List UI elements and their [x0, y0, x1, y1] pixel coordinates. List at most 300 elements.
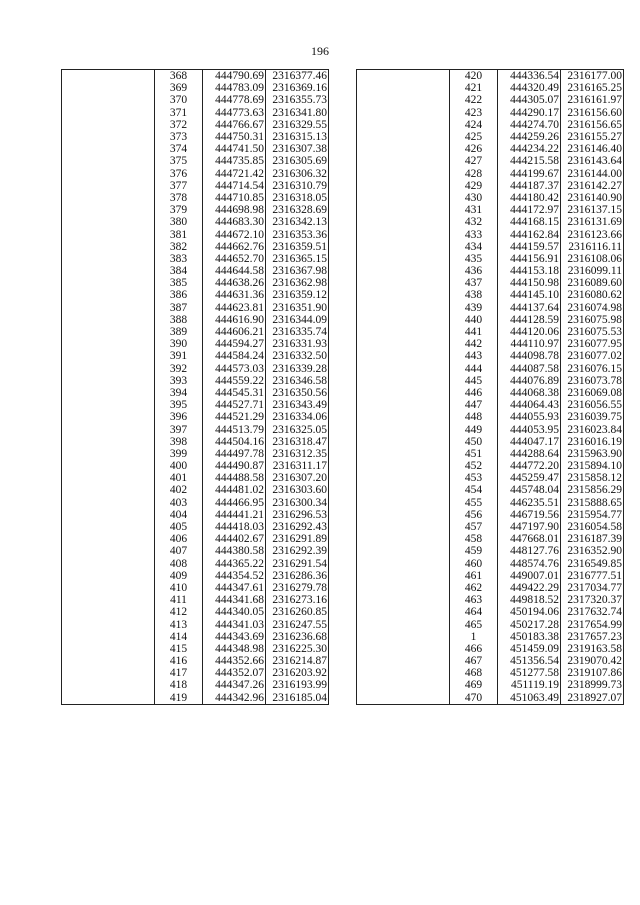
table-row [357, 411, 624, 423]
blank-cell [62, 192, 155, 204]
x-coordinate-cell: 444068.38 [498, 387, 561, 399]
blank-cell [357, 436, 450, 448]
table-row [62, 509, 329, 521]
x-coordinate-cell: 448127.76 [498, 545, 561, 557]
y-coordinate-cell: 2316123.66 [561, 228, 624, 240]
table-row [62, 107, 329, 119]
table-row [357, 70, 624, 83]
point-number-cell: 449 [450, 423, 498, 435]
x-coordinate-cell: 444466.95 [203, 497, 266, 509]
point-number-cell: 405 [155, 521, 203, 533]
blank-cell [357, 558, 450, 570]
table-row [62, 326, 329, 338]
y-coordinate-cell: 2316369.16 [266, 82, 329, 94]
y-coordinate-cell: 2316362.98 [266, 277, 329, 289]
x-coordinate-cell: 444342.96 [203, 692, 266, 705]
blank-cell [357, 606, 450, 618]
table-row [357, 594, 624, 606]
y-coordinate-cell: 2316116.11 [561, 241, 624, 253]
blank-cell [357, 289, 450, 301]
point-number-cell: 456 [450, 509, 498, 521]
y-coordinate-cell: 2316292.43 [266, 521, 329, 533]
point-number-cell: 400 [155, 460, 203, 472]
x-coordinate-cell: 444652.70 [203, 253, 266, 265]
point-number-cell: 381 [155, 228, 203, 240]
y-coordinate-cell: 2316334.06 [266, 411, 329, 423]
blank-cell [357, 350, 450, 362]
x-coordinate-cell: 451063.49 [498, 692, 561, 705]
y-coordinate-cell: 2316236.68 [266, 631, 329, 643]
blank-cell [62, 289, 155, 301]
blank-cell [357, 302, 450, 314]
x-coordinate-cell: 444274.70 [498, 119, 561, 131]
table-row [357, 448, 624, 460]
x-coordinate-cell: 444783.09 [203, 82, 266, 94]
table-row [62, 448, 329, 460]
blank-cell [357, 497, 450, 509]
y-coordinate-cell: 2316016.19 [561, 436, 624, 448]
point-number-cell: 418 [155, 679, 203, 691]
x-coordinate-cell: 444418.03 [203, 521, 266, 533]
x-coordinate-cell: 451277.58 [498, 667, 561, 679]
point-number-cell: 376 [155, 168, 203, 180]
table-row [62, 82, 329, 94]
blank-cell [62, 692, 155, 705]
x-coordinate-cell: 444215.58 [498, 155, 561, 167]
table-row [357, 216, 624, 228]
blank-cell [357, 131, 450, 143]
table-row [357, 509, 624, 521]
blank-cell [357, 448, 450, 460]
x-coordinate-cell: 444710.85 [203, 192, 266, 204]
blank-cell [357, 204, 450, 216]
point-number-cell: 422 [450, 94, 498, 106]
blank-cell [62, 168, 155, 180]
y-coordinate-cell: 2316291.54 [266, 558, 329, 570]
point-number-cell: 396 [155, 411, 203, 423]
y-coordinate-cell: 2318927.07 [561, 692, 624, 705]
point-number-cell: 443 [450, 350, 498, 362]
blank-cell [357, 594, 450, 606]
y-coordinate-cell: 2316341.80 [266, 107, 329, 119]
blank-cell [357, 643, 450, 655]
table-row [62, 521, 329, 533]
point-number-cell: 383 [155, 253, 203, 265]
table-row [62, 643, 329, 655]
point-number-cell: 374 [155, 143, 203, 155]
blank-cell [62, 216, 155, 228]
table-row [62, 631, 329, 643]
point-number-cell: 417 [155, 667, 203, 679]
point-number-cell: 404 [155, 509, 203, 521]
blank-cell [62, 277, 155, 289]
x-coordinate-cell: 444354.52 [203, 570, 266, 582]
y-coordinate-cell: 2316305.69 [266, 155, 329, 167]
x-coordinate-cell: 447668.01 [498, 533, 561, 545]
table-row [357, 119, 624, 131]
blank-cell [357, 521, 450, 533]
point-number-cell: 433 [450, 228, 498, 240]
y-coordinate-cell: 2316343.49 [266, 399, 329, 411]
y-coordinate-cell: 2316144.00 [561, 168, 624, 180]
table-row [62, 131, 329, 143]
x-coordinate-cell: 444128.59 [498, 314, 561, 326]
blank-cell [62, 314, 155, 326]
y-coordinate-cell: 2316377.46 [266, 70, 329, 83]
table-row [62, 94, 329, 106]
x-coordinate-cell: 444159.57 [498, 241, 561, 253]
x-coordinate-cell: 444320.49 [498, 82, 561, 94]
y-coordinate-cell: 2316312.35 [266, 448, 329, 460]
table-row [357, 204, 624, 216]
table-row [62, 363, 329, 375]
table-row [357, 265, 624, 277]
blank-cell [357, 265, 450, 277]
point-number-cell: 446 [450, 387, 498, 399]
x-coordinate-cell: 444352.66 [203, 655, 266, 667]
point-number-cell: 442 [450, 338, 498, 350]
x-coordinate-cell: 444172.97 [498, 204, 561, 216]
y-coordinate-cell: 2316300.34 [266, 497, 329, 509]
y-coordinate-cell: 2316155.27 [561, 131, 624, 143]
table-row [357, 558, 624, 570]
table-row [62, 655, 329, 667]
point-number-cell: 457 [450, 521, 498, 533]
blank-cell [357, 82, 450, 94]
point-number-cell: 419 [155, 692, 203, 705]
blank-cell [62, 606, 155, 618]
x-coordinate-cell: 444110.97 [498, 338, 561, 350]
x-coordinate-cell: 444352.07 [203, 667, 266, 679]
blank-cell [357, 155, 450, 167]
point-number-cell: 453 [450, 472, 498, 484]
blank-cell [62, 180, 155, 192]
x-coordinate-cell: 444481.02 [203, 484, 266, 496]
table-row [357, 460, 624, 472]
y-coordinate-cell: 2316342.13 [266, 216, 329, 228]
point-number-cell: 431 [450, 204, 498, 216]
y-coordinate-cell: 2316075.53 [561, 326, 624, 338]
blank-cell [62, 521, 155, 533]
table-row [357, 497, 624, 509]
x-coordinate-cell: 444638.26 [203, 277, 266, 289]
y-coordinate-cell: 2316328.69 [266, 204, 329, 216]
table-row [62, 618, 329, 630]
table-row [62, 497, 329, 509]
point-number-cell: 462 [450, 582, 498, 594]
table-row [357, 472, 624, 484]
x-coordinate-cell: 444180.42 [498, 192, 561, 204]
point-number-cell: 426 [450, 143, 498, 155]
x-coordinate-cell: 444584.24 [203, 350, 266, 362]
table-row [357, 155, 624, 167]
y-coordinate-cell: 2316777.51 [561, 570, 624, 582]
y-coordinate-cell: 2316074.98 [561, 302, 624, 314]
blank-cell [357, 107, 450, 119]
x-coordinate-cell: 444672.10 [203, 228, 266, 240]
y-coordinate-cell: 2316260.85 [266, 606, 329, 618]
point-number-cell: 434 [450, 241, 498, 253]
point-number-cell: 388 [155, 314, 203, 326]
table-row [357, 679, 624, 691]
y-coordinate-cell: 2316146.40 [561, 143, 624, 155]
blank-cell [357, 399, 450, 411]
table-row [357, 375, 624, 387]
x-coordinate-cell: 444662.76 [203, 241, 266, 253]
point-number-cell: 441 [450, 326, 498, 338]
table-row [357, 326, 624, 338]
blank-cell [357, 667, 450, 679]
point-number-cell: 455 [450, 497, 498, 509]
table-row [62, 155, 329, 167]
point-number-cell: 416 [155, 655, 203, 667]
blank-cell [62, 570, 155, 582]
y-coordinate-cell: 2316073.78 [561, 375, 624, 387]
point-number-cell: 430 [450, 192, 498, 204]
x-coordinate-cell: 444606.21 [203, 326, 266, 338]
blank-cell [62, 387, 155, 399]
blank-cell [357, 679, 450, 691]
point-number-cell: 378 [155, 192, 203, 204]
x-coordinate-cell: 444153.18 [498, 265, 561, 277]
blank-cell [357, 119, 450, 131]
y-coordinate-cell: 2316303.60 [266, 484, 329, 496]
table-row [357, 168, 624, 180]
table-row [62, 472, 329, 484]
table-row [357, 253, 624, 265]
y-coordinate-cell: 2316310.79 [266, 180, 329, 192]
blank-cell [357, 509, 450, 521]
y-coordinate-cell: 2316156.65 [561, 119, 624, 131]
table-row [62, 338, 329, 350]
y-coordinate-cell: 2319107.86 [561, 667, 624, 679]
y-coordinate-cell: 2316292.39 [266, 545, 329, 557]
blank-cell [357, 387, 450, 399]
point-number-cell: 458 [450, 533, 498, 545]
point-number-cell: 465 [450, 618, 498, 630]
point-number-cell: 391 [155, 350, 203, 362]
blank-cell [62, 460, 155, 472]
x-coordinate-cell: 450194.06 [498, 606, 561, 618]
table-row [62, 558, 329, 570]
blank-cell [62, 228, 155, 240]
point-number-cell: 368 [155, 70, 203, 83]
x-coordinate-cell: 444773.63 [203, 107, 266, 119]
table-row [62, 168, 329, 180]
x-coordinate-cell: 444402.67 [203, 533, 266, 545]
table-row [62, 582, 329, 594]
x-coordinate-cell: 446235.51 [498, 497, 561, 509]
point-number-cell: 464 [450, 606, 498, 618]
blank-cell [62, 131, 155, 143]
blank-cell [62, 643, 155, 655]
y-coordinate-cell: 2316359.12 [266, 289, 329, 301]
y-coordinate-cell: 2316161.97 [561, 94, 624, 106]
blank-cell [62, 302, 155, 314]
blank-cell [62, 338, 155, 350]
point-number-cell: 440 [450, 314, 498, 326]
y-coordinate-cell: 2316332.50 [266, 350, 329, 362]
y-coordinate-cell: 2316291.89 [266, 533, 329, 545]
table-row [62, 289, 329, 301]
table-row [62, 216, 329, 228]
x-coordinate-cell: 444305.07 [498, 94, 561, 106]
y-coordinate-cell: 2316089.60 [561, 277, 624, 289]
x-coordinate-cell: 444741.50 [203, 143, 266, 155]
y-coordinate-cell: 2316108.06 [561, 253, 624, 265]
x-coordinate-cell: 451356.54 [498, 655, 561, 667]
blank-cell [62, 594, 155, 606]
x-coordinate-cell: 444573.03 [203, 363, 266, 375]
blank-cell [357, 411, 450, 423]
y-coordinate-cell: 2316355.73 [266, 94, 329, 106]
table-row [62, 314, 329, 326]
point-number-cell: 413 [155, 618, 203, 630]
point-number-cell: 463 [450, 594, 498, 606]
x-coordinate-cell: 444145.10 [498, 289, 561, 301]
x-coordinate-cell: 446719.56 [498, 509, 561, 521]
x-coordinate-cell: 444644.58 [203, 265, 266, 277]
blank-cell [62, 375, 155, 387]
x-coordinate-cell: 444559.22 [203, 375, 266, 387]
blank-cell [62, 655, 155, 667]
y-coordinate-cell: 2316023.84 [561, 423, 624, 435]
table-row [62, 399, 329, 411]
point-number-cell: 450 [450, 436, 498, 448]
table-row [357, 643, 624, 655]
point-number-cell: 373 [155, 131, 203, 143]
blank-cell [357, 216, 450, 228]
y-coordinate-cell: 2316140.90 [561, 192, 624, 204]
point-number-cell: 420 [450, 70, 498, 83]
table-row [357, 338, 624, 350]
point-number-cell: 425 [450, 131, 498, 143]
point-number-cell: 452 [450, 460, 498, 472]
table-row [357, 423, 624, 435]
point-number-cell: 382 [155, 241, 203, 253]
y-coordinate-cell: 2316214.87 [266, 655, 329, 667]
table-row [62, 679, 329, 691]
blank-cell [357, 143, 450, 155]
table-row [62, 387, 329, 399]
blank-cell [62, 107, 155, 119]
y-coordinate-cell: 2316352.90 [561, 545, 624, 557]
table-row [357, 314, 624, 326]
x-coordinate-cell: 444497.78 [203, 448, 266, 460]
table-row [62, 594, 329, 606]
blank-cell [62, 253, 155, 265]
x-coordinate-cell: 444053.95 [498, 423, 561, 435]
x-coordinate-cell: 448574.76 [498, 558, 561, 570]
blank-cell [62, 119, 155, 131]
point-number-cell: 408 [155, 558, 203, 570]
y-coordinate-cell: 2315856.29 [561, 484, 624, 496]
table-row [62, 533, 329, 545]
point-number-cell: 386 [155, 289, 203, 301]
table-row [357, 484, 624, 496]
point-number-cell: 393 [155, 375, 203, 387]
point-number-cell: 379 [155, 204, 203, 216]
blank-cell [357, 70, 450, 83]
x-coordinate-cell: 444504.16 [203, 436, 266, 448]
table-row [62, 228, 329, 240]
y-coordinate-cell: 2316075.98 [561, 314, 624, 326]
point-number-cell: 380 [155, 216, 203, 228]
y-coordinate-cell: 2315858.12 [561, 472, 624, 484]
y-coordinate-cell: 2316069.08 [561, 387, 624, 399]
x-coordinate-cell: 445748.04 [498, 484, 561, 496]
blank-cell [62, 618, 155, 630]
table-row [62, 119, 329, 131]
point-number-cell: 389 [155, 326, 203, 338]
y-coordinate-cell: 2316286.36 [266, 570, 329, 582]
y-coordinate-cell: 2316329.55 [266, 119, 329, 131]
blank-cell [357, 570, 450, 582]
x-coordinate-cell: 444156.91 [498, 253, 561, 265]
table-row [357, 582, 624, 594]
blank-cell [62, 94, 155, 106]
table-row [62, 241, 329, 253]
point-number-cell: 439 [450, 302, 498, 314]
point-number-cell: 390 [155, 338, 203, 350]
x-coordinate-cell: 444490.87 [203, 460, 266, 472]
point-number-cell: 399 [155, 448, 203, 460]
blank-cell [357, 655, 450, 667]
point-number-cell: 415 [155, 643, 203, 655]
y-coordinate-cell: 2319070.42 [561, 655, 624, 667]
blank-cell [62, 631, 155, 643]
point-number-cell: 454 [450, 484, 498, 496]
x-coordinate-cell: 444348.98 [203, 643, 266, 655]
table-row [62, 350, 329, 362]
page-number: 196 [311, 44, 329, 58]
y-coordinate-cell: 2316193.99 [266, 679, 329, 691]
table-row [62, 192, 329, 204]
y-coordinate-cell: 2317034.77 [561, 582, 624, 594]
blank-cell [357, 423, 450, 435]
y-coordinate-cell: 2317654.99 [561, 618, 624, 630]
blank-cell [357, 228, 450, 240]
table-row [62, 253, 329, 265]
table-row [357, 228, 624, 240]
point-number-cell: 423 [450, 107, 498, 119]
blank-cell [357, 253, 450, 265]
x-coordinate-cell: 451119.19 [498, 679, 561, 691]
y-coordinate-cell: 2317657.23 [561, 631, 624, 643]
blank-cell [62, 448, 155, 460]
table-row [357, 521, 624, 533]
point-number-cell: 427 [450, 155, 498, 167]
table-row [357, 618, 624, 630]
x-coordinate-cell: 444623.81 [203, 302, 266, 314]
y-coordinate-cell: 2316279.78 [266, 582, 329, 594]
table-row [62, 436, 329, 448]
y-coordinate-cell: 2316054.58 [561, 521, 624, 533]
point-number-cell: 384 [155, 265, 203, 277]
x-coordinate-cell: 444594.27 [203, 338, 266, 350]
point-number-cell: 401 [155, 472, 203, 484]
blank-cell [357, 168, 450, 180]
y-coordinate-cell: 2316359.51 [266, 241, 329, 253]
blank-cell [357, 180, 450, 192]
x-coordinate-cell: 444778.69 [203, 94, 266, 106]
blank-cell [357, 618, 450, 630]
x-coordinate-cell: 444380.58 [203, 545, 266, 557]
blank-cell [357, 241, 450, 253]
y-coordinate-cell: 2316185.04 [266, 692, 329, 705]
coordinates-table-left [61, 69, 329, 705]
table-row [357, 94, 624, 106]
